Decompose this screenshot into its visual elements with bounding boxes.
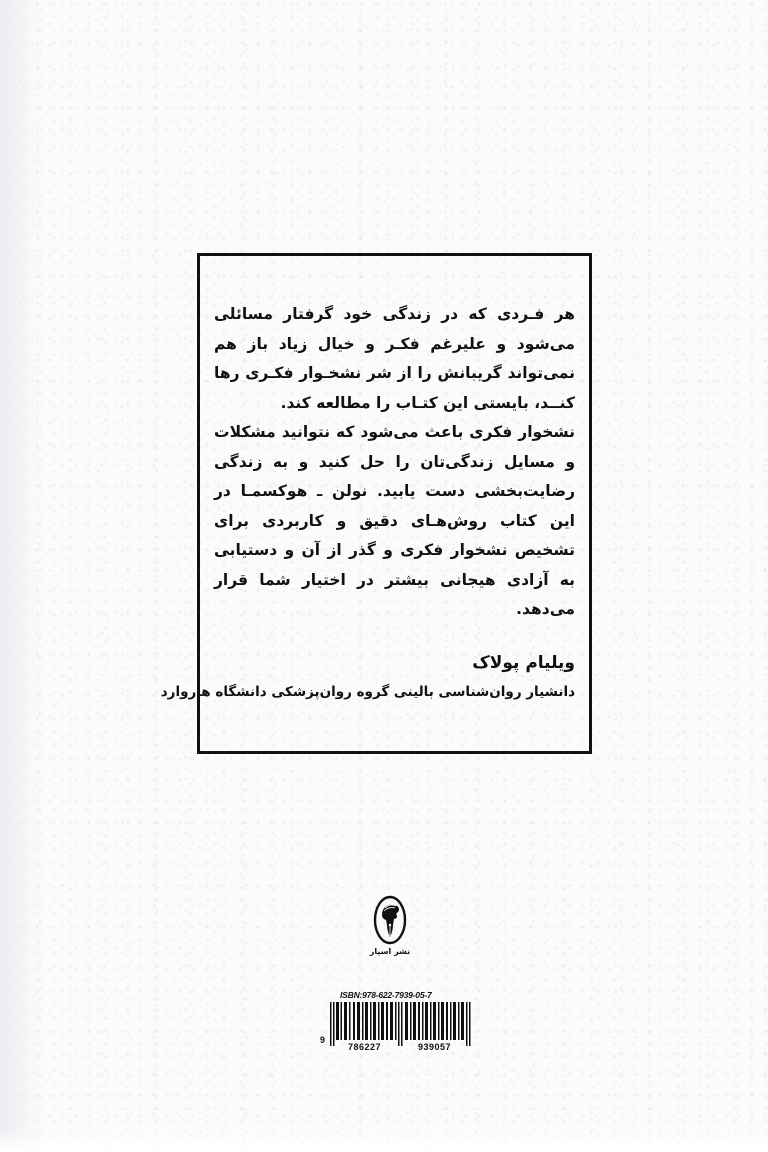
endorser-name: ویلیام پولاک — [472, 653, 575, 673]
page-bottom-edge — [0, 1127, 768, 1152]
isbn-barcode — [320, 990, 490, 1056]
blurb-paragraph-1: هر فـردی که در زندگی خود گرفتار مسائلی می‌شود و علیرغم فکـر و خیال زیاد باز هم نمی‌تواند گریبانش را از شر نشخـوار فکـری رها کنــد، بایستی این کتـاب را مطالعه کند. — [214, 305, 575, 412]
publisher-mark — [362, 895, 418, 965]
barcode-digit-first: 9 — [320, 1035, 326, 1045]
isbn-label: ISBN:978-622-7939-05-7 — [340, 990, 432, 1000]
barcode-digits-left: 786227 — [348, 1042, 382, 1052]
publisher-name: نشر اسپار — [369, 947, 411, 956]
blurb-text — [214, 300, 575, 625]
barcode-digits-right: 939057 — [418, 1042, 452, 1052]
blurb-box — [160, 253, 592, 754]
blurb-paragraph-2: نشخوار فکری باعث می‌شود که نتوانید مشکلات و مسایل زندگی‌تان را حل کنید و به زندگی رضایت‌بخشی دست یابید. نولن ـ هوکسمـا در این کتاب روش‌هـای دقیق و کاربردی برای تشخیص نشخوار فکری و گذر از آن و دستیابی به آزادی هیجانی بیشتر در اختیار شما قرار می‌دهد. — [214, 423, 575, 618]
endorser-title: دانشیار روان‌شناسی بالینی گروه روان‌پزشکی دانشگاه هاروارد — [160, 684, 575, 700]
horse-head-logo-icon — [373, 895, 407, 945]
page-edge-shadow — [0, 0, 40, 1152]
